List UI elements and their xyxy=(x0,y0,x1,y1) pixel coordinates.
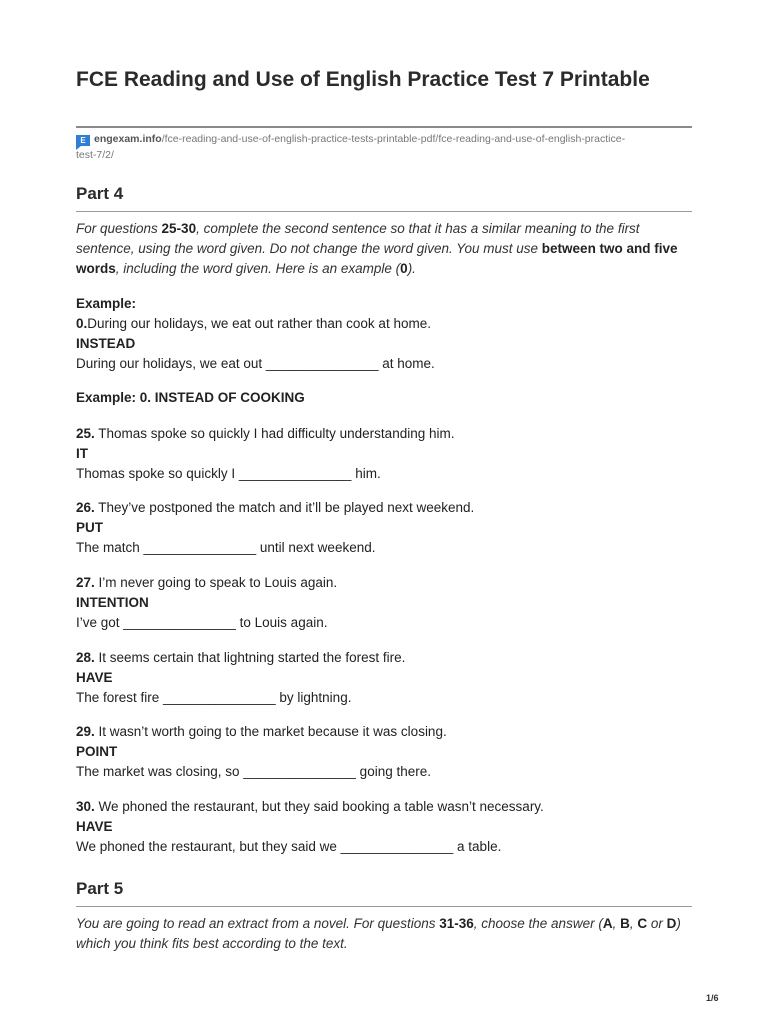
question-gap-sentence: Thomas spoke so quickly I _______________ him. xyxy=(76,466,381,481)
document-title: FCE Reading and Use of English Practice Test 7 Printable xyxy=(76,68,650,91)
part5-heading: Part 5 xyxy=(76,879,124,898)
question-key-word: HAVE xyxy=(76,819,113,834)
question-gap-sentence: The forest fire _______________ by lightning. xyxy=(76,690,352,705)
question-key-word: PUT xyxy=(76,520,103,535)
question-gap-sentence: The market was closing, so _______________ going there. xyxy=(76,764,431,779)
question-gap-sentence: I’ve got _______________ to Louis again. xyxy=(76,615,328,630)
question-sentence: 25. Thomas spoke so quickly I had difficulty understanding him. xyxy=(76,426,455,441)
source-domain[interactable]: engexam.info xyxy=(94,133,162,145)
question-sentence: 28. It seems certain that lightning started the forest fire. xyxy=(76,650,406,665)
question-sentence: 30. We phoned the restaurant, but they said booking a table wasn’t necessary. xyxy=(76,799,544,814)
source-path[interactable]: /fce-reading-and-use-of-english-practice-tests-printable-pdf/fce-reading-and-use-of-english-practice- xyxy=(161,133,626,145)
source-url[interactable] xyxy=(76,131,692,161)
part5-instructions: You are going to read an extract from a novel. For questions 31-36, choose the answer (A, B, C or D) which you think fits best according to the text. xyxy=(76,916,681,951)
part5-divider xyxy=(76,906,692,907)
source-path-continued[interactable]: test-7/2/ xyxy=(76,149,114,161)
page-number: 1/6 xyxy=(706,993,719,1003)
part4-instructions: For questions 25-30, complete the second sentence so that it has a similar meaning to the first sentence, using the word given. Do not change the word given. You must use between two and five words, including the word given. Here is an example (0). xyxy=(76,221,678,276)
part4-divider xyxy=(76,211,692,212)
question-gap-sentence: We phoned the restaurant, but they said we _______________ a table. xyxy=(76,839,502,854)
example-key-word: INSTEAD xyxy=(76,336,136,351)
question-key-word: HAVE xyxy=(76,670,113,685)
example-label: Example: xyxy=(76,296,137,311)
example-sentence: 0.During our holidays, we eat out rather than cook at home. xyxy=(76,316,431,331)
question-key-word: IT xyxy=(76,446,88,461)
title-divider xyxy=(76,126,692,128)
question-sentence: 29. It wasn’t worth going to the market because it was closing. xyxy=(76,724,447,739)
question-gap-sentence: The match _______________ until next weekend. xyxy=(76,540,376,555)
example-gap-sentence: During our holidays, we eat out _______________ at home. xyxy=(76,356,435,371)
part4-heading: Part 4 xyxy=(76,184,124,203)
document-icon: E xyxy=(76,135,90,146)
example-answer: Example: 0. INSTEAD OF COOKING xyxy=(76,390,305,405)
question-sentence: 27. I’m never going to speak to Louis again. xyxy=(76,575,338,590)
question-sentence: 26. They’ve postponed the match and it’ll be played next weekend. xyxy=(76,500,475,515)
question-key-word: INTENTION xyxy=(76,595,149,610)
question-key-word: POINT xyxy=(76,744,118,759)
